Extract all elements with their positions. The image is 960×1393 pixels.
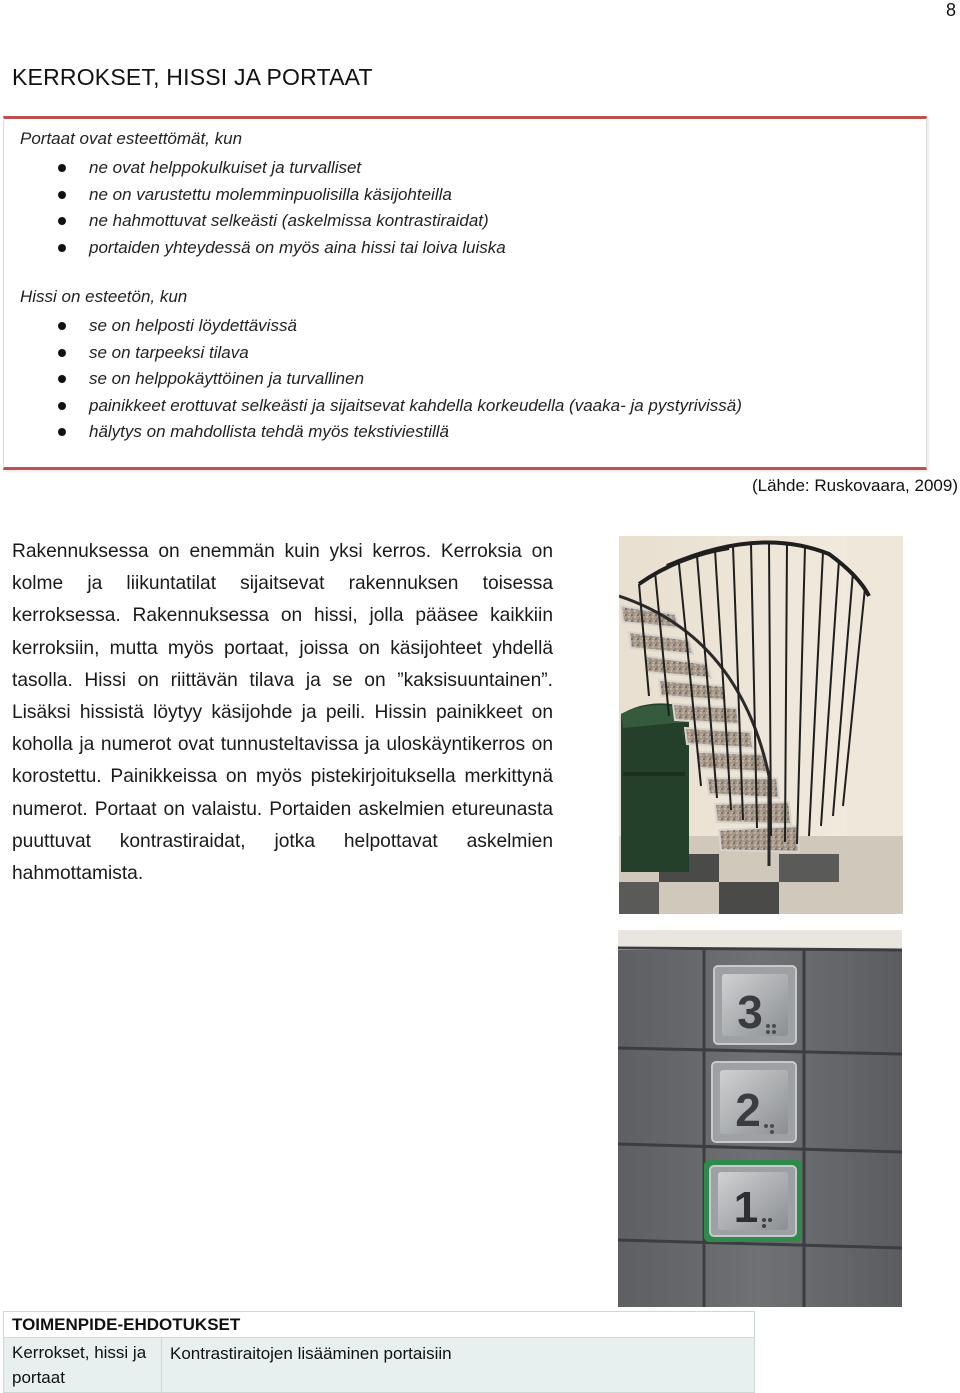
section-title: KERROKSET, HISSI JA PORTAAT (12, 64, 373, 90)
list-item: ne ovat helppokulkuiset ja turvalliset (4, 155, 506, 182)
accessibility-criteria-box (3, 116, 927, 470)
list-item: painikkeet erottuvat selkeästi ja sijaitsevat kahdella korkeudella (vaaka- ja pystyrivissä) (4, 393, 742, 420)
bullet-icon (58, 322, 66, 330)
list-item: se on tarpeeksi tilava (4, 340, 742, 367)
bullet-icon (58, 375, 66, 383)
button-3-label: 3 (737, 986, 763, 1038)
table-row (4, 1338, 755, 1393)
table-cell-area: Kerrokset, hissi ja portaat (4, 1338, 162, 1393)
list-item: se on helposti löydettävissä (4, 313, 742, 340)
list-item: se on helppokäyttöinen ja turvallinen (4, 366, 742, 393)
bullet-icon (58, 244, 66, 252)
bullet-icon (58, 164, 66, 172)
list-item: ne hahmottuvat selkeästi (askelmissa kontrastiraidat) (4, 208, 506, 235)
lift-criteria-list (4, 313, 742, 446)
lift-buttons-photo (618, 930, 902, 1307)
list-item: portaiden yhteydessä on myös aina hissi tai loiva luiska (4, 235, 506, 262)
action-table (3, 1311, 755, 1393)
lift-criteria-intro: Hissi on esteetön, kun (20, 287, 188, 306)
bullet-icon (58, 402, 66, 410)
button-1-label: 1 (733, 1183, 759, 1232)
stairs-criteria-list (4, 155, 506, 261)
body-paragraph: Rakennuksessa on enemmän kuin yksi kerros. Kerroksia on kolme ja liikuntatilat sijaitsevat rakennuksen toisessa kerroksessa. Rakennuksessa on hissi, jolla pääsee kaikkiin kerroksiin, mutta myös portaat, joissa on käsijohteet yhdellä tasolla. Hissi on riittävän tilava ja se on ”kaksisuuntainen”. Lisäksi hissistä löytyy käsijohde ja peili. Hissin painikkeet on koholla ja numerot ovat tunnusteltavissa ja uloskäyntikerros on korostettu. Painikkeissa on myös pistekirjoituksella merkittynä numerot. Portaat on valaistu. Portaiden askelmien etureunasta puuttuvat kontrastiraidat, jotka helpottavat askelmien hahmottamista. (12, 541, 553, 885)
button-2-label: 2 (735, 1084, 761, 1136)
stairs-criteria-intro: Portaat ovat esteettömät, kun (20, 129, 243, 148)
staircase-photo (619, 536, 903, 914)
action-table-header: TOIMENPIDE-EHDOTUKSET (4, 1312, 755, 1338)
list-item: hälytys on mahdollista tehdä myös tekstiviestillä (4, 419, 742, 446)
list-item: ne on varustettu molemminpuolisilla käsijohteilla (4, 182, 506, 209)
bullet-icon (58, 191, 66, 199)
page-number: 8 (945, 0, 956, 20)
bullet-icon (58, 428, 66, 436)
bullet-icon (58, 217, 66, 225)
table-cell-action: Kontrastiraitojen lisääminen portaisiin (162, 1338, 755, 1393)
bullet-icon (58, 349, 66, 357)
source-citation: (Lähde: Ruskovaara, 2009) (751, 476, 958, 495)
